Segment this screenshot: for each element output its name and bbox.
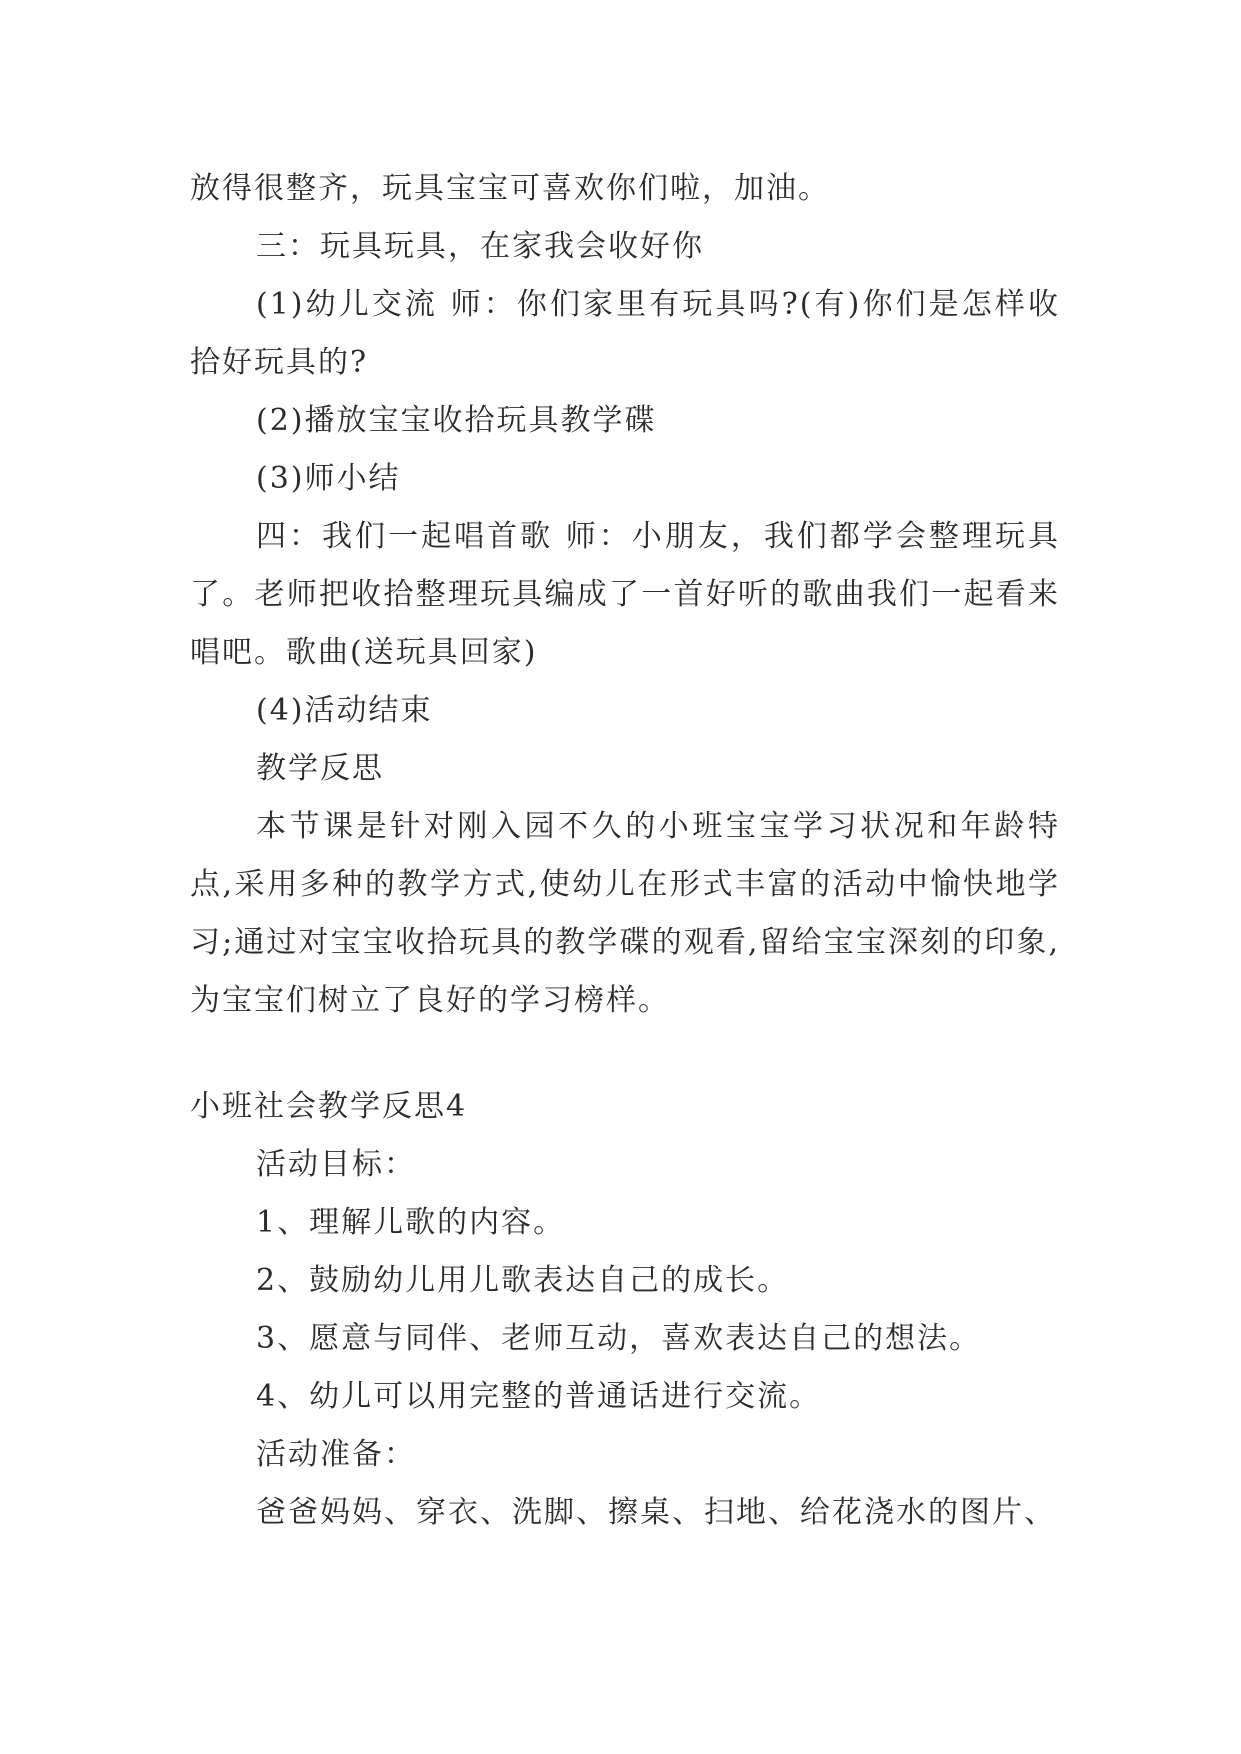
document-body bbox=[190, 160, 1060, 1542]
heading-teaching-reflection: 教学反思 bbox=[256, 751, 384, 786]
paragraph-continuation: 放得很整齐，玩具宝宝可喜欢你们啦，加油。 bbox=[190, 171, 830, 206]
goal-item-4: 4、幼儿可以用完整的普通话进行交流。 bbox=[256, 1379, 822, 1414]
paragraph-substep-4: (4)活动结束 bbox=[256, 693, 433, 728]
paragraph-substep-1: (1)幼儿交流 师：你们家里有玩具吗?(有)你们是怎样收拾好玩具的? bbox=[190, 287, 1060, 380]
paragraph-step-four: 四：我们一起唱首歌 师：小朋友，我们都学会整理玩具了。老师把收拾整理玩具编成了一首好听的歌曲我们一起看来唱吧。歌曲(送玩具回家) bbox=[190, 519, 1060, 670]
heading-activity-preparation: 活动准备： bbox=[256, 1437, 416, 1472]
goal-item-3: 3、愿意与同伴、老师互动，喜欢表达自己的想法。 bbox=[256, 1321, 982, 1356]
goal-item-2: 2、鼓励幼儿用儿歌表达自己的成长。 bbox=[256, 1263, 790, 1298]
paragraph-substep-3: (3)师小结 bbox=[256, 461, 401, 496]
paragraph-substep-2: (2)播放宝宝收拾玩具教学碟 bbox=[256, 403, 657, 438]
heading-activity-goals: 活动目标： bbox=[256, 1147, 416, 1182]
goal-item-1: 1、理解儿歌的内容。 bbox=[256, 1205, 566, 1240]
paragraph-preparation-materials: 爸爸妈妈、穿衣、洗脚、擦桌、扫地、给花浇水的图片、 bbox=[256, 1495, 1056, 1530]
paragraph-reflection-body: 本节课是针对刚入园不久的小班宝宝学习状况和年龄特点,采用多种的教学方式,使幼儿在形式丰富的活动中愉快地学习;通过对宝宝收拾玩具的教学碟的观看,留给宝宝深刻的印象,为宝宝们树立了良好的学习榜样。 bbox=[190, 809, 1060, 1018]
paragraph-step-three: 三：玩具玩具，在家我会收好你 bbox=[256, 229, 704, 264]
section-title: 小班社会教学反思4 bbox=[190, 1089, 468, 1124]
